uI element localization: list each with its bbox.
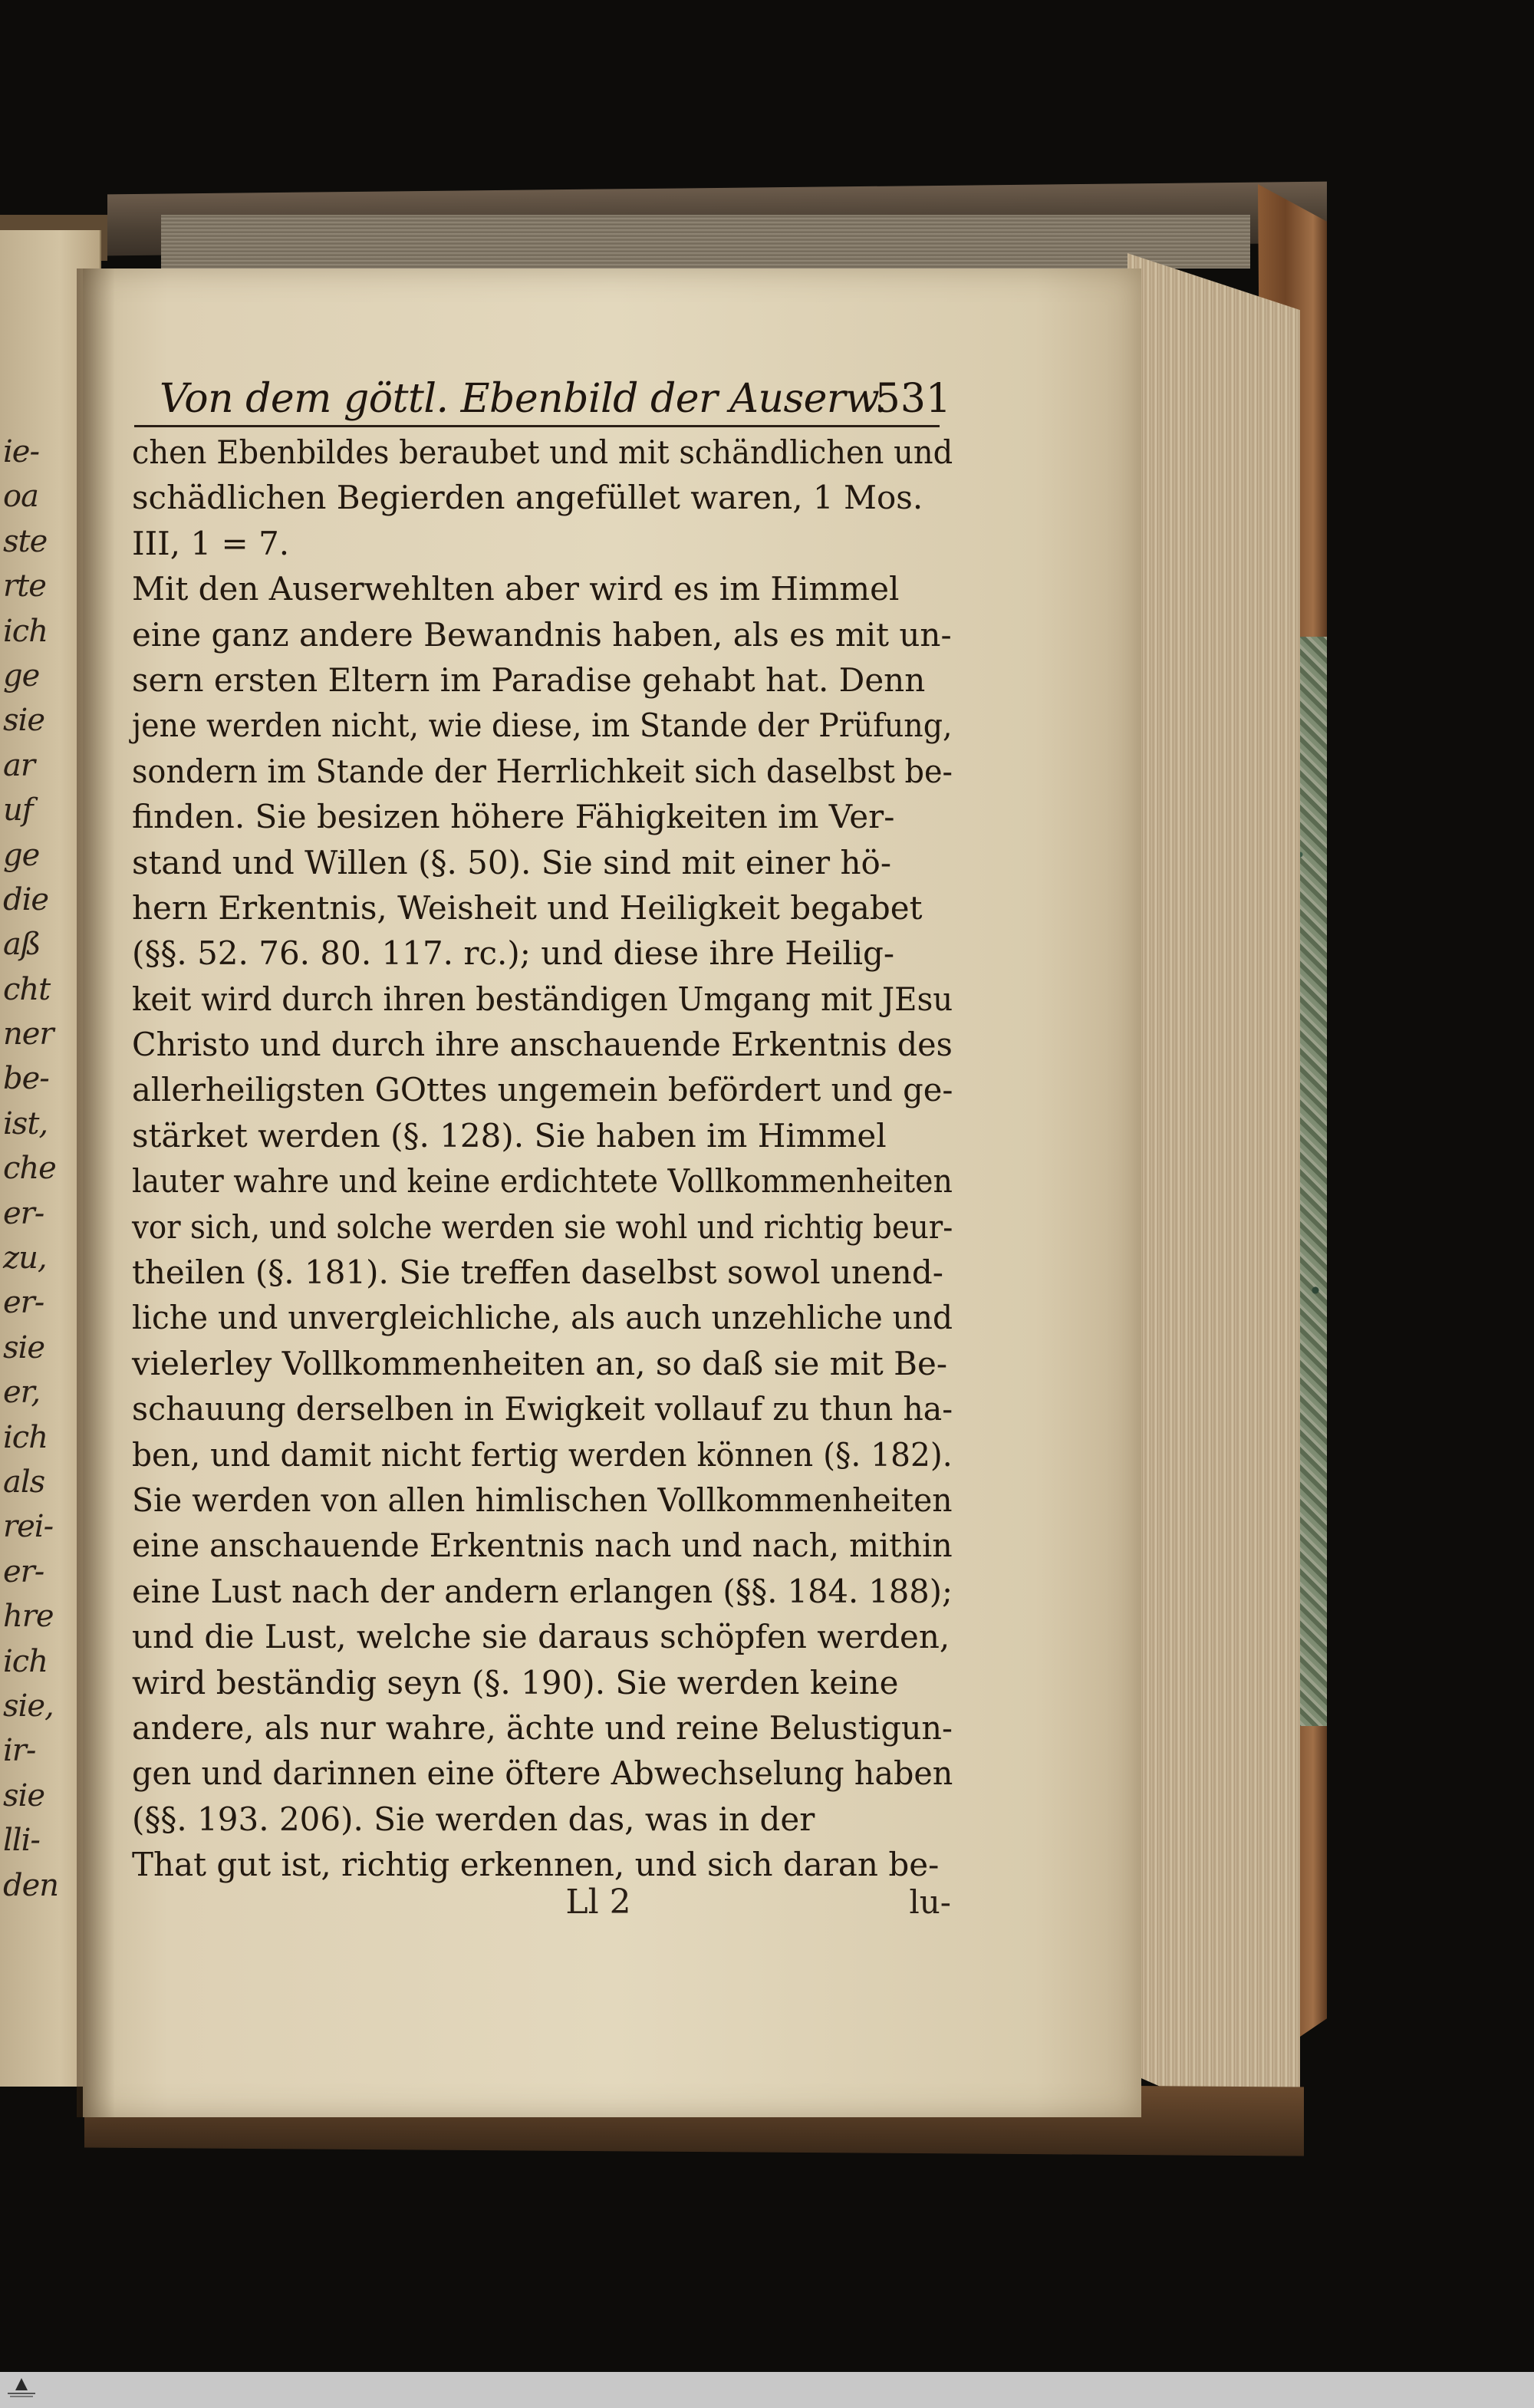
left-page-fragment: ich <box>3 1643 48 1679</box>
body-text <box>132 430 953 1888</box>
left-page-fragment: sie <box>3 703 44 739</box>
text-line: finden. Sie besizen höhere Fähigkeiten im Ver- <box>132 798 895 836</box>
text-line: gen und darinnen eine öftere Abwechselung haben <box>132 1754 953 1793</box>
left-page-fragment: er, <box>3 1375 41 1411</box>
text-line: eine Lust nach der andern erlangen (§§. 184. 188); <box>132 1572 953 1610</box>
left-page-fragment: ge <box>3 837 40 873</box>
header-rule <box>134 425 940 427</box>
left-page-fragment: rei- <box>3 1509 54 1545</box>
text-line: stand und Willen (§. 50). Sie sind mit einer hö- <box>132 843 892 881</box>
left-page-fragment: sie, <box>3 1688 54 1724</box>
text-line: That gut ist, richtig erkennen, und sich daran be- <box>132 1846 940 1884</box>
text-line: hern Erkentnis, Weisheit und Heiligkeit begabet <box>132 888 923 927</box>
left-page-fragment: die <box>3 881 49 917</box>
left-page-fragment: ie- <box>3 434 39 469</box>
text-line: (§§. 52. 76. 80. 117. rc.); und diese ihre Heilig- <box>132 934 895 973</box>
text-line: und die Lust, welche sie daraus schöpfen werden, <box>132 1618 950 1656</box>
left-page-fragments <box>3 430 59 1908</box>
text-line: theilen (§. 181). Sie treffen daselbst sowol unend- <box>132 1253 943 1292</box>
text-line: eine ganz andere Bewandnis haben, als es mit un- <box>132 615 952 654</box>
book-fore-edge <box>1127 253 1300 2148</box>
text-line: schädlichen Begierden angefüllet waren, 1 Mos. <box>132 479 923 517</box>
signature-mark: Ll 2 <box>565 1883 631 1922</box>
text-line: lauter wahre und keine erdichtete Vollkommenheiten <box>132 1162 953 1201</box>
catchword: lu- <box>909 1883 951 1921</box>
text-line: allerheiligsten GOttes ungemein befördert und ge- <box>132 1071 953 1109</box>
text-line: sondern im Stande der Herrlichkeit sich daselbst be- <box>132 752 953 790</box>
text-line: vielerley Vollkommenheiten an, so daß sie mit Be- <box>132 1344 948 1382</box>
left-page-fragment: er- <box>3 1553 44 1589</box>
left-page-fragment: er- <box>3 1285 44 1321</box>
left-page-fragment: oa <box>3 479 38 515</box>
left-page-fragment: zu, <box>3 1240 47 1276</box>
text-line: eine anschauende Erkentnis nach und nach, mithin <box>132 1527 953 1565</box>
text-line: Sie werden von allen himlischen Vollkommenheiten <box>132 1481 953 1519</box>
left-page-fragment: rte <box>3 568 46 604</box>
left-page-fragment: sie <box>3 1329 44 1365</box>
left-page-fragment: lli- <box>3 1823 40 1859</box>
text-line: wird beständig seyn (§. 190). Sie werden keine <box>132 1663 899 1701</box>
left-page-fragment: aß <box>3 927 41 963</box>
left-page-fragment: den <box>3 1867 59 1903</box>
text-line: Mit den Auserwehlten aber wird es im Himmel <box>132 570 900 608</box>
left-page-fragment: ich <box>3 1419 48 1455</box>
left-page-fragment: ar <box>3 747 35 783</box>
left-page-fragment: hre <box>3 1599 54 1635</box>
text-line: schauung derselben in Ewigkeit vollauf zu thun ha- <box>132 1390 953 1428</box>
bottom-band <box>0 2372 1534 2408</box>
left-page-fragment: ir- <box>3 1733 36 1769</box>
text-line: (§§. 193. 206). Sie werden das, was in der <box>132 1800 815 1838</box>
left-page-fragment: sie <box>3 1777 44 1813</box>
running-head: Von dem göttl. Ebenbild der Auserw. <box>160 376 887 422</box>
book-page-edges-top <box>161 215 1250 268</box>
left-page-fragment: uf <box>3 792 33 828</box>
left-page-fragment: cht <box>3 971 51 1007</box>
text-line: vor sich, und solche werden sie wohl und richtig beur- <box>132 1207 953 1246</box>
text-line: sern ersten Eltern im Paradise gehabt hat. Denn <box>132 660 926 699</box>
text-line: Christo und durch ihre anschauende Erkentnis des <box>132 1026 953 1064</box>
left-page-fragment: be- <box>3 1061 49 1097</box>
text-line: ben, und damit nicht fertig werden können (§. 182). <box>132 1435 953 1474</box>
left-page-fragment: als <box>3 1464 45 1500</box>
text-line: liche und unvergleichliche, als auch unzehliche und <box>132 1299 953 1337</box>
text-line: jene werden nicht, wie diese, im Stande der Prüfung, <box>132 707 953 745</box>
left-page-fragment: ner <box>3 1016 54 1052</box>
text-line: III, 1 = 7. <box>132 524 290 562</box>
left-page-fragment: er- <box>3 1195 44 1231</box>
text-line: keit wird durch ihren beständigen Umgang mit JEsu <box>132 980 953 1018</box>
left-page-fragment: ste <box>3 523 48 559</box>
left-page-fragment: che <box>3 1151 56 1187</box>
text-line: andere, als nur wahre, ächte und reine Belustigun- <box>132 1708 953 1747</box>
left-page-fragment: ich <box>3 613 48 649</box>
page-number: 531 <box>874 376 951 422</box>
text-line: stärket werden (§. 128). Sie haben im Himmel <box>132 1116 887 1155</box>
left-page-fragment: ge <box>3 657 40 693</box>
gutter-shadow <box>77 268 115 2117</box>
library-logo-icon <box>5 2378 38 2404</box>
left-page-fragment: ist, <box>3 1105 48 1141</box>
text-line: chen Ebenbildes beraubet und mit schändlichen und <box>132 433 953 471</box>
